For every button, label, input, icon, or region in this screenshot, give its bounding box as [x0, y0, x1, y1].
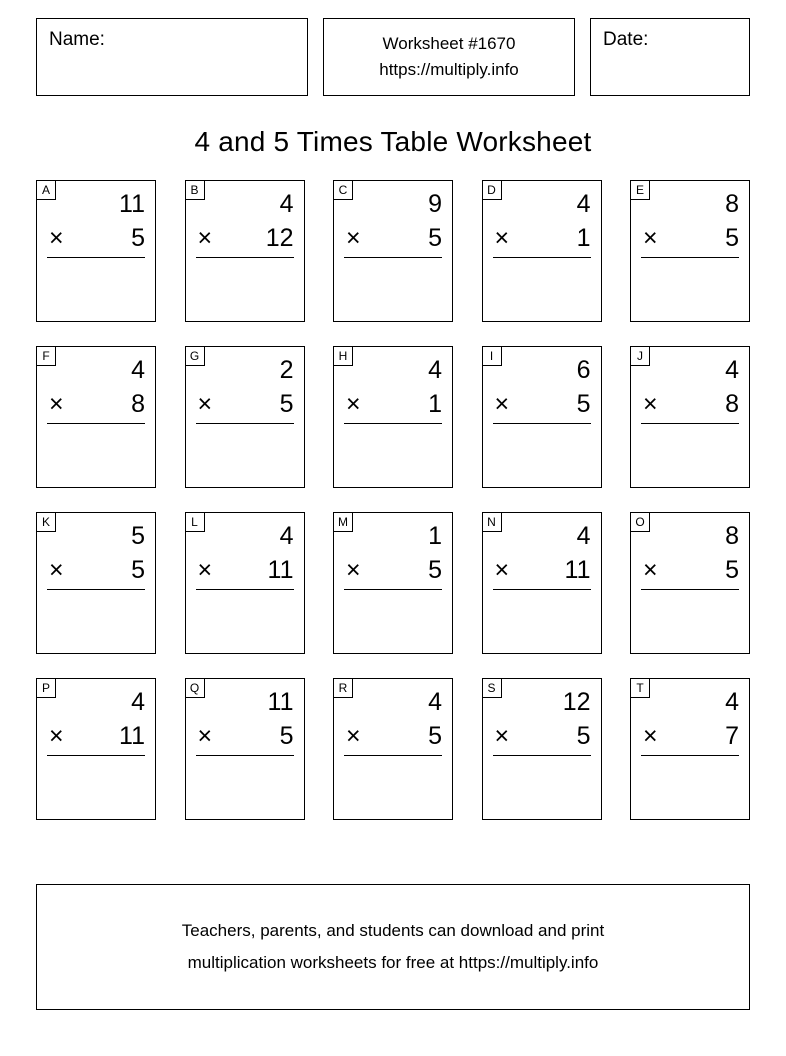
problem-sum [196, 353, 294, 424]
problem-item[interactable] [630, 512, 750, 654]
answer-rule [641, 589, 739, 590]
multiply-icon: × [197, 556, 213, 584]
operand-bottom: 8 [131, 390, 145, 418]
operand-top: 4 [131, 688, 145, 716]
operand-bottom-row [493, 719, 591, 753]
operand-bottom-row [344, 719, 442, 753]
operand-top: 4 [131, 356, 145, 384]
problem-label: F [37, 347, 56, 366]
problem-sum [641, 519, 739, 590]
problem-item[interactable] [333, 512, 453, 654]
problem-item[interactable] [482, 678, 602, 820]
worksheet-number: Worksheet #1670 [382, 34, 516, 53]
multiply-icon: × [643, 224, 658, 252]
problem-item[interactable] [36, 346, 156, 488]
answer-rule [47, 257, 145, 258]
answer-rule [344, 589, 442, 590]
operand-top: 4 [576, 522, 591, 550]
problem-item[interactable] [482, 346, 602, 488]
operand-bottom-row [344, 221, 442, 255]
answer-rule [196, 257, 294, 258]
problem-item[interactable] [333, 346, 453, 488]
operand-top: 4 [725, 356, 739, 384]
multiply-icon: × [494, 722, 510, 750]
multiply-icon: × [346, 224, 361, 252]
date-label: Date: [603, 29, 649, 50]
operand-bottom: 11 [267, 556, 294, 584]
operand-top: 8 [725, 522, 739, 550]
multiply-icon: × [494, 556, 510, 584]
footer-note [36, 884, 750, 1010]
operand-top: 4 [428, 356, 442, 384]
answer-rule [344, 423, 442, 424]
operand-bottom: 5 [131, 556, 145, 584]
operand-top: 9 [428, 190, 442, 218]
problem-item[interactable] [333, 678, 453, 820]
operand-top: 4 [725, 688, 739, 716]
multiply-icon: × [49, 722, 64, 750]
problem-label: Q [186, 679, 205, 698]
multiply-icon: × [197, 390, 213, 418]
problem-item[interactable] [185, 346, 305, 488]
operand-bottom-row [47, 553, 145, 587]
answer-rule [344, 755, 442, 756]
problem-sum [47, 353, 145, 424]
operand-bottom: 1 [428, 390, 442, 418]
operand-bottom: 11 [564, 556, 591, 584]
problem-item[interactable] [36, 678, 156, 820]
answer-rule [196, 755, 294, 756]
operand-top: 8 [725, 190, 739, 218]
operand-bottom: 8 [725, 390, 739, 418]
multiply-icon: × [197, 224, 213, 252]
problem-sum [196, 187, 294, 258]
problem-item[interactable] [185, 512, 305, 654]
answer-rule [641, 257, 739, 258]
operand-top: 11 [267, 688, 294, 716]
answer-rule [493, 589, 591, 590]
header [36, 18, 750, 96]
operand-bottom: 5 [576, 390, 591, 418]
operand-top: 2 [279, 356, 294, 384]
operand-top: 4 [279, 522, 294, 550]
problem-label: O [631, 513, 650, 532]
problem-label: M [334, 513, 353, 532]
multiply-icon: × [643, 722, 658, 750]
name-label: Name: [49, 29, 105, 50]
problem-label: G [186, 347, 205, 366]
problem-sum [641, 187, 739, 258]
problem-item[interactable] [630, 678, 750, 820]
multiply-icon: × [49, 390, 64, 418]
problem-sum [344, 187, 442, 258]
answer-rule [47, 423, 145, 424]
operand-bottom: 5 [576, 722, 591, 750]
operand-bottom: 5 [428, 556, 442, 584]
problem-item[interactable] [36, 180, 156, 322]
multiply-icon: × [494, 224, 510, 252]
problem-label: B [186, 181, 205, 200]
operand-top: 5 [131, 522, 145, 550]
answer-rule [196, 589, 294, 590]
answer-rule [493, 423, 591, 424]
problem-sum [196, 685, 294, 756]
page-title: 4 and 5 Times Table Worksheet [194, 126, 592, 157]
operand-bottom-row [493, 221, 591, 255]
multiply-icon: × [494, 390, 510, 418]
operand-bottom: 7 [725, 722, 739, 750]
operand-bottom-row [47, 221, 145, 255]
operand-bottom-row [196, 719, 294, 753]
problem-label: P [37, 679, 56, 698]
operand-bottom-row [641, 553, 739, 587]
operand-bottom-row [493, 387, 591, 421]
problem-sum [47, 685, 145, 756]
problem-item[interactable] [185, 678, 305, 820]
problem-item[interactable] [333, 180, 453, 322]
operand-bottom-row [493, 553, 591, 587]
problem-label: C [334, 181, 353, 200]
operand-top: 4 [428, 688, 442, 716]
operand-bottom: 5 [428, 722, 442, 750]
problem-label: R [334, 679, 353, 698]
problem-grid [36, 180, 750, 820]
problem-label: E [631, 181, 650, 200]
multiply-icon: × [346, 722, 361, 750]
problem-label: A [37, 181, 56, 200]
problem-item[interactable] [36, 512, 156, 654]
problem-sum [493, 187, 591, 258]
multiply-icon: × [49, 224, 64, 252]
problem-item[interactable] [630, 346, 750, 488]
answer-rule [47, 755, 145, 756]
operand-bottom-row [641, 387, 739, 421]
operand-bottom-row [196, 221, 294, 255]
site-url: https://multiply.info [379, 60, 519, 79]
footer-line-1: Teachers, parents, and students can download and print [181, 921, 605, 940]
multiply-icon: × [346, 390, 361, 418]
problem-sum [641, 353, 739, 424]
operand-bottom-row [344, 387, 442, 421]
problem-item[interactable] [630, 180, 750, 322]
answer-rule [641, 755, 739, 756]
multiply-icon: × [643, 556, 658, 584]
problem-label: D [483, 181, 502, 200]
worksheet-info-box [323, 18, 575, 96]
problem-label: S [483, 679, 502, 698]
operand-top: 11 [119, 190, 145, 218]
operand-top: 4 [576, 190, 591, 218]
operand-bottom: 5 [428, 224, 442, 252]
problem-label: N [483, 513, 502, 532]
operand-bottom-row [196, 553, 294, 587]
footer-line-2: multiplication worksheets for free at https://multiply.info [187, 953, 599, 972]
problem-label: I [483, 347, 502, 366]
problem-sum [493, 519, 591, 590]
operand-bottom-row [344, 553, 442, 587]
problem-label: L [186, 513, 205, 532]
answer-rule [344, 257, 442, 258]
operand-bottom-row [47, 719, 145, 753]
problem-sum [493, 353, 591, 424]
problem-label: H [334, 347, 353, 366]
answer-rule [493, 257, 591, 258]
problem-sum [47, 519, 145, 590]
answer-rule [196, 423, 294, 424]
operand-bottom: 5 [279, 390, 294, 418]
answer-rule [47, 589, 145, 590]
date-box[interactable] [590, 18, 750, 96]
multiply-icon: × [197, 722, 213, 750]
operand-bottom-row [47, 387, 145, 421]
problem-sum [196, 519, 294, 590]
operand-top: 6 [576, 356, 591, 384]
operand-bottom: 11 [119, 722, 145, 750]
problem-item[interactable] [482, 512, 602, 654]
operand-bottom: 5 [725, 224, 739, 252]
operand-bottom: 5 [279, 722, 294, 750]
problem-sum [47, 187, 145, 258]
answer-rule [641, 423, 739, 424]
multiply-icon: × [643, 390, 658, 418]
problem-sum [493, 685, 591, 756]
operand-bottom: 5 [725, 556, 739, 584]
problem-item[interactable] [482, 180, 602, 322]
problem-item[interactable] [185, 180, 305, 322]
operand-bottom: 5 [131, 224, 145, 252]
operand-top: 4 [279, 190, 294, 218]
problem-label: T [631, 679, 650, 698]
multiply-icon: × [49, 556, 64, 584]
operand-bottom-row [196, 387, 294, 421]
multiply-icon: × [346, 556, 361, 584]
operand-top: 12 [562, 688, 591, 716]
name-box[interactable] [36, 18, 308, 96]
problem-sum [344, 353, 442, 424]
operand-bottom: 12 [265, 224, 294, 252]
problem-sum [641, 685, 739, 756]
answer-rule [493, 755, 591, 756]
problem-sum [344, 685, 442, 756]
problem-label: J [631, 347, 650, 366]
operand-bottom-row [641, 719, 739, 753]
operand-bottom-row [641, 221, 739, 255]
operand-top: 1 [428, 522, 442, 550]
problem-label: K [37, 513, 56, 532]
operand-bottom: 1 [576, 224, 591, 252]
problem-sum [344, 519, 442, 590]
